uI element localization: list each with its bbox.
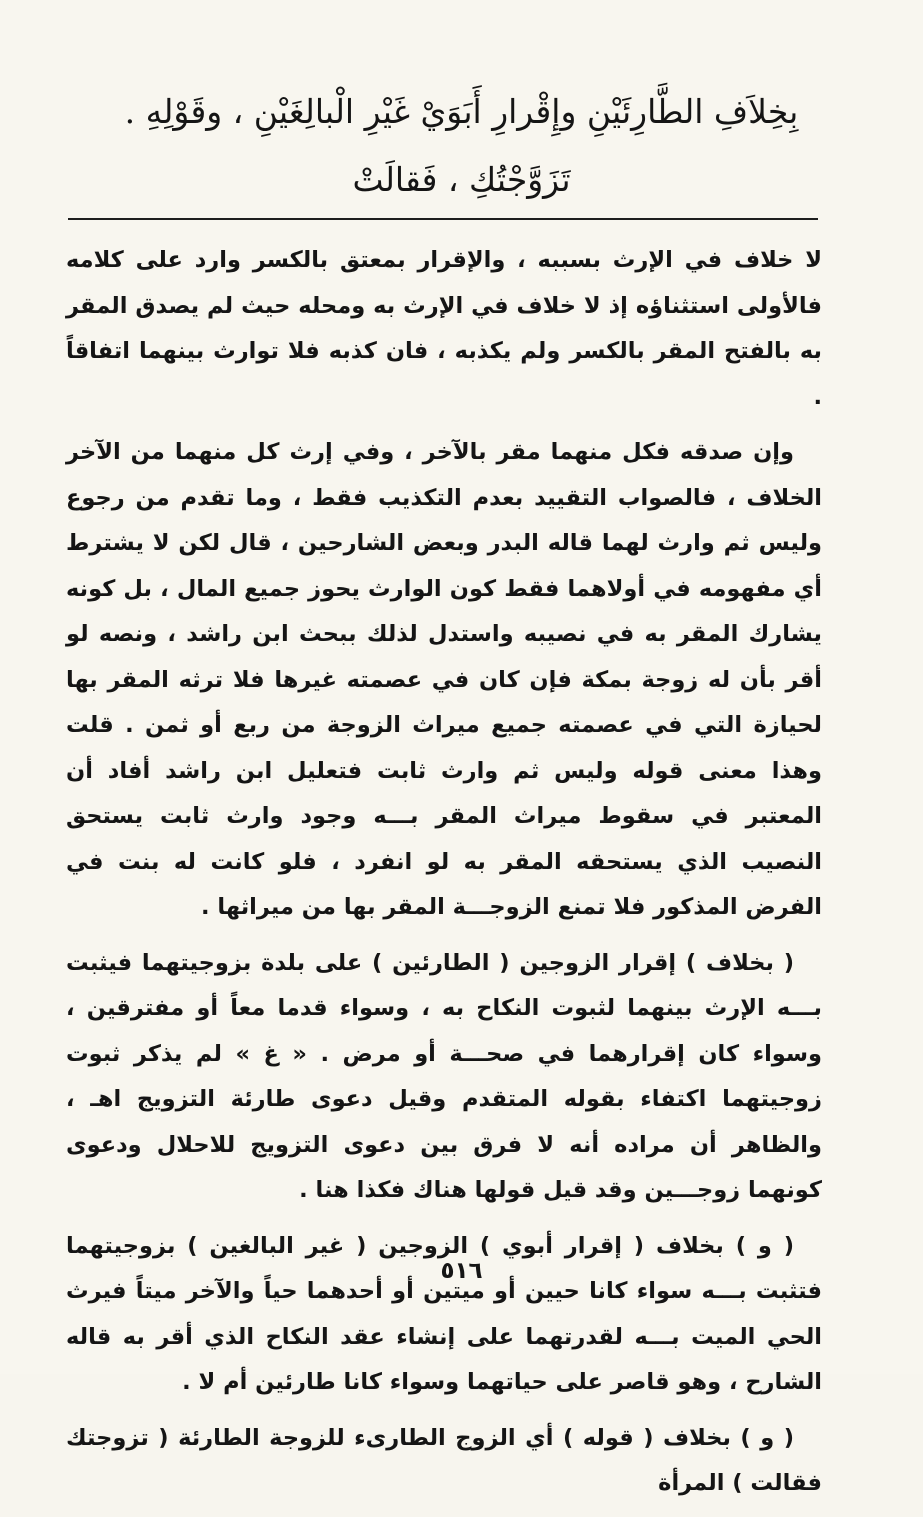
page-number: ٥١٦ xyxy=(440,1258,483,1284)
matn-line-1: بِخِلاَفِ الطَّارِئَيْنِ وإِقْرارِ أَبَوَيْ غَيْرِ الْبالِغَيْنِ ، وقَوْلِهِ . xyxy=(124,92,799,131)
matn-text xyxy=(70,78,853,214)
commentary-text xyxy=(66,238,822,1517)
commentary-paragraph-1: لا خلاف في الإرث بسببه ، والإقرار بمعتق بالكسر وارد على كلامه فالأولى استثناؤه إذ لا خلاف في الإرث به ومحله حيث لم يصدق المقر به بالفتح المقر بالكسر ولم يكذبه ، فان كذبه فلا توارث بينهما اتفاقاً . xyxy=(66,247,822,410)
commentary-paragraph-2: وإن صدقه فكل منهما مقر بالآخر ، وفي إرث كل منهما من الآخر الخلاف ، فالصواب التقييد بعدم التكذيب فقط ، وما تقدم من رجوع وليس ثم وارث لهما قاله البدر وبعض الشارحين ، قال لكن لا يشترط أي مفهومه في أولاهما فقط كون الوارث يحوز جميع المال ، بل كونه يشارك المقر به في نصيبه واستدل لذلك ببحث ابن راشد ، ونصه لو أقر بأن له زوجة بمكة فإن كان في عصمته غيرها فلا ترثه المقر بها لحيازة التي في عصمته جميع ميراث الزوجة من ربع أو ثمن . قلت وهذا معنى قوله وليس ثم وارث ثابت فتعليل ابن راشد أفاد أن المعتبر في سقوط ميراث المقر بـــه وجود وارث ثابت يستحق النصيب الذي يستحقه المقر به لو انفرد ، فلو كانت له بنت في الفرض المذكور فلا تمنع الزوجـــة المقر بها من ميراثها . xyxy=(66,439,822,920)
commentary-paragraph-4: ( و ) بخلاف ( إقرار أبوي ) الزوجين ( غير البالغين ) بزوجيتهما فتثبت بـــه سواء كانا حيين أو ميتين أو أحدهما حياً والآخر ميتاً فيرث الحي الميت بـــه لقدرتهما على إنشاء عقد النكاح الذي أقر به قاله الشارح ، وهو قاصر على حياتهما وسواء كانا طارئين أم لا . xyxy=(66,1232,822,1395)
commentary-paragraph-3: ( بخلاف ) إقرار الزوجين ( الطارئين ) على بلدة بزوجيتهما فيثبت بـــه الإرث بينهما لثبوت النكاح به ، وسواء قدما معاً أو مفترقين ، وسواء كان إقرارهما في صحـــة أو مرض . « غ » لم يذكر ثبوت زوجيتهما اكتفاء بقوله المتقدم وقيل دعوى طارئة التزويج اهـ ، والظاهر أن مراده أنه لا فرق بين دعوى التزويج للاحلال ودعوى كونهما زوجـــين وقد قيل قولها هناك فكذا هنا . xyxy=(66,949,822,1203)
matn-line-2: تَزَوَّجْتُكِ ، فَقالَتْ xyxy=(352,160,571,199)
separator-rule xyxy=(68,218,818,220)
commentary-paragraph-5: ( و ) بخلاف ( قوله ) أي الزوج الطارىء للزوجة الطارئة ( تزوجتك فقالت ) المرأة xyxy=(66,1424,822,1496)
